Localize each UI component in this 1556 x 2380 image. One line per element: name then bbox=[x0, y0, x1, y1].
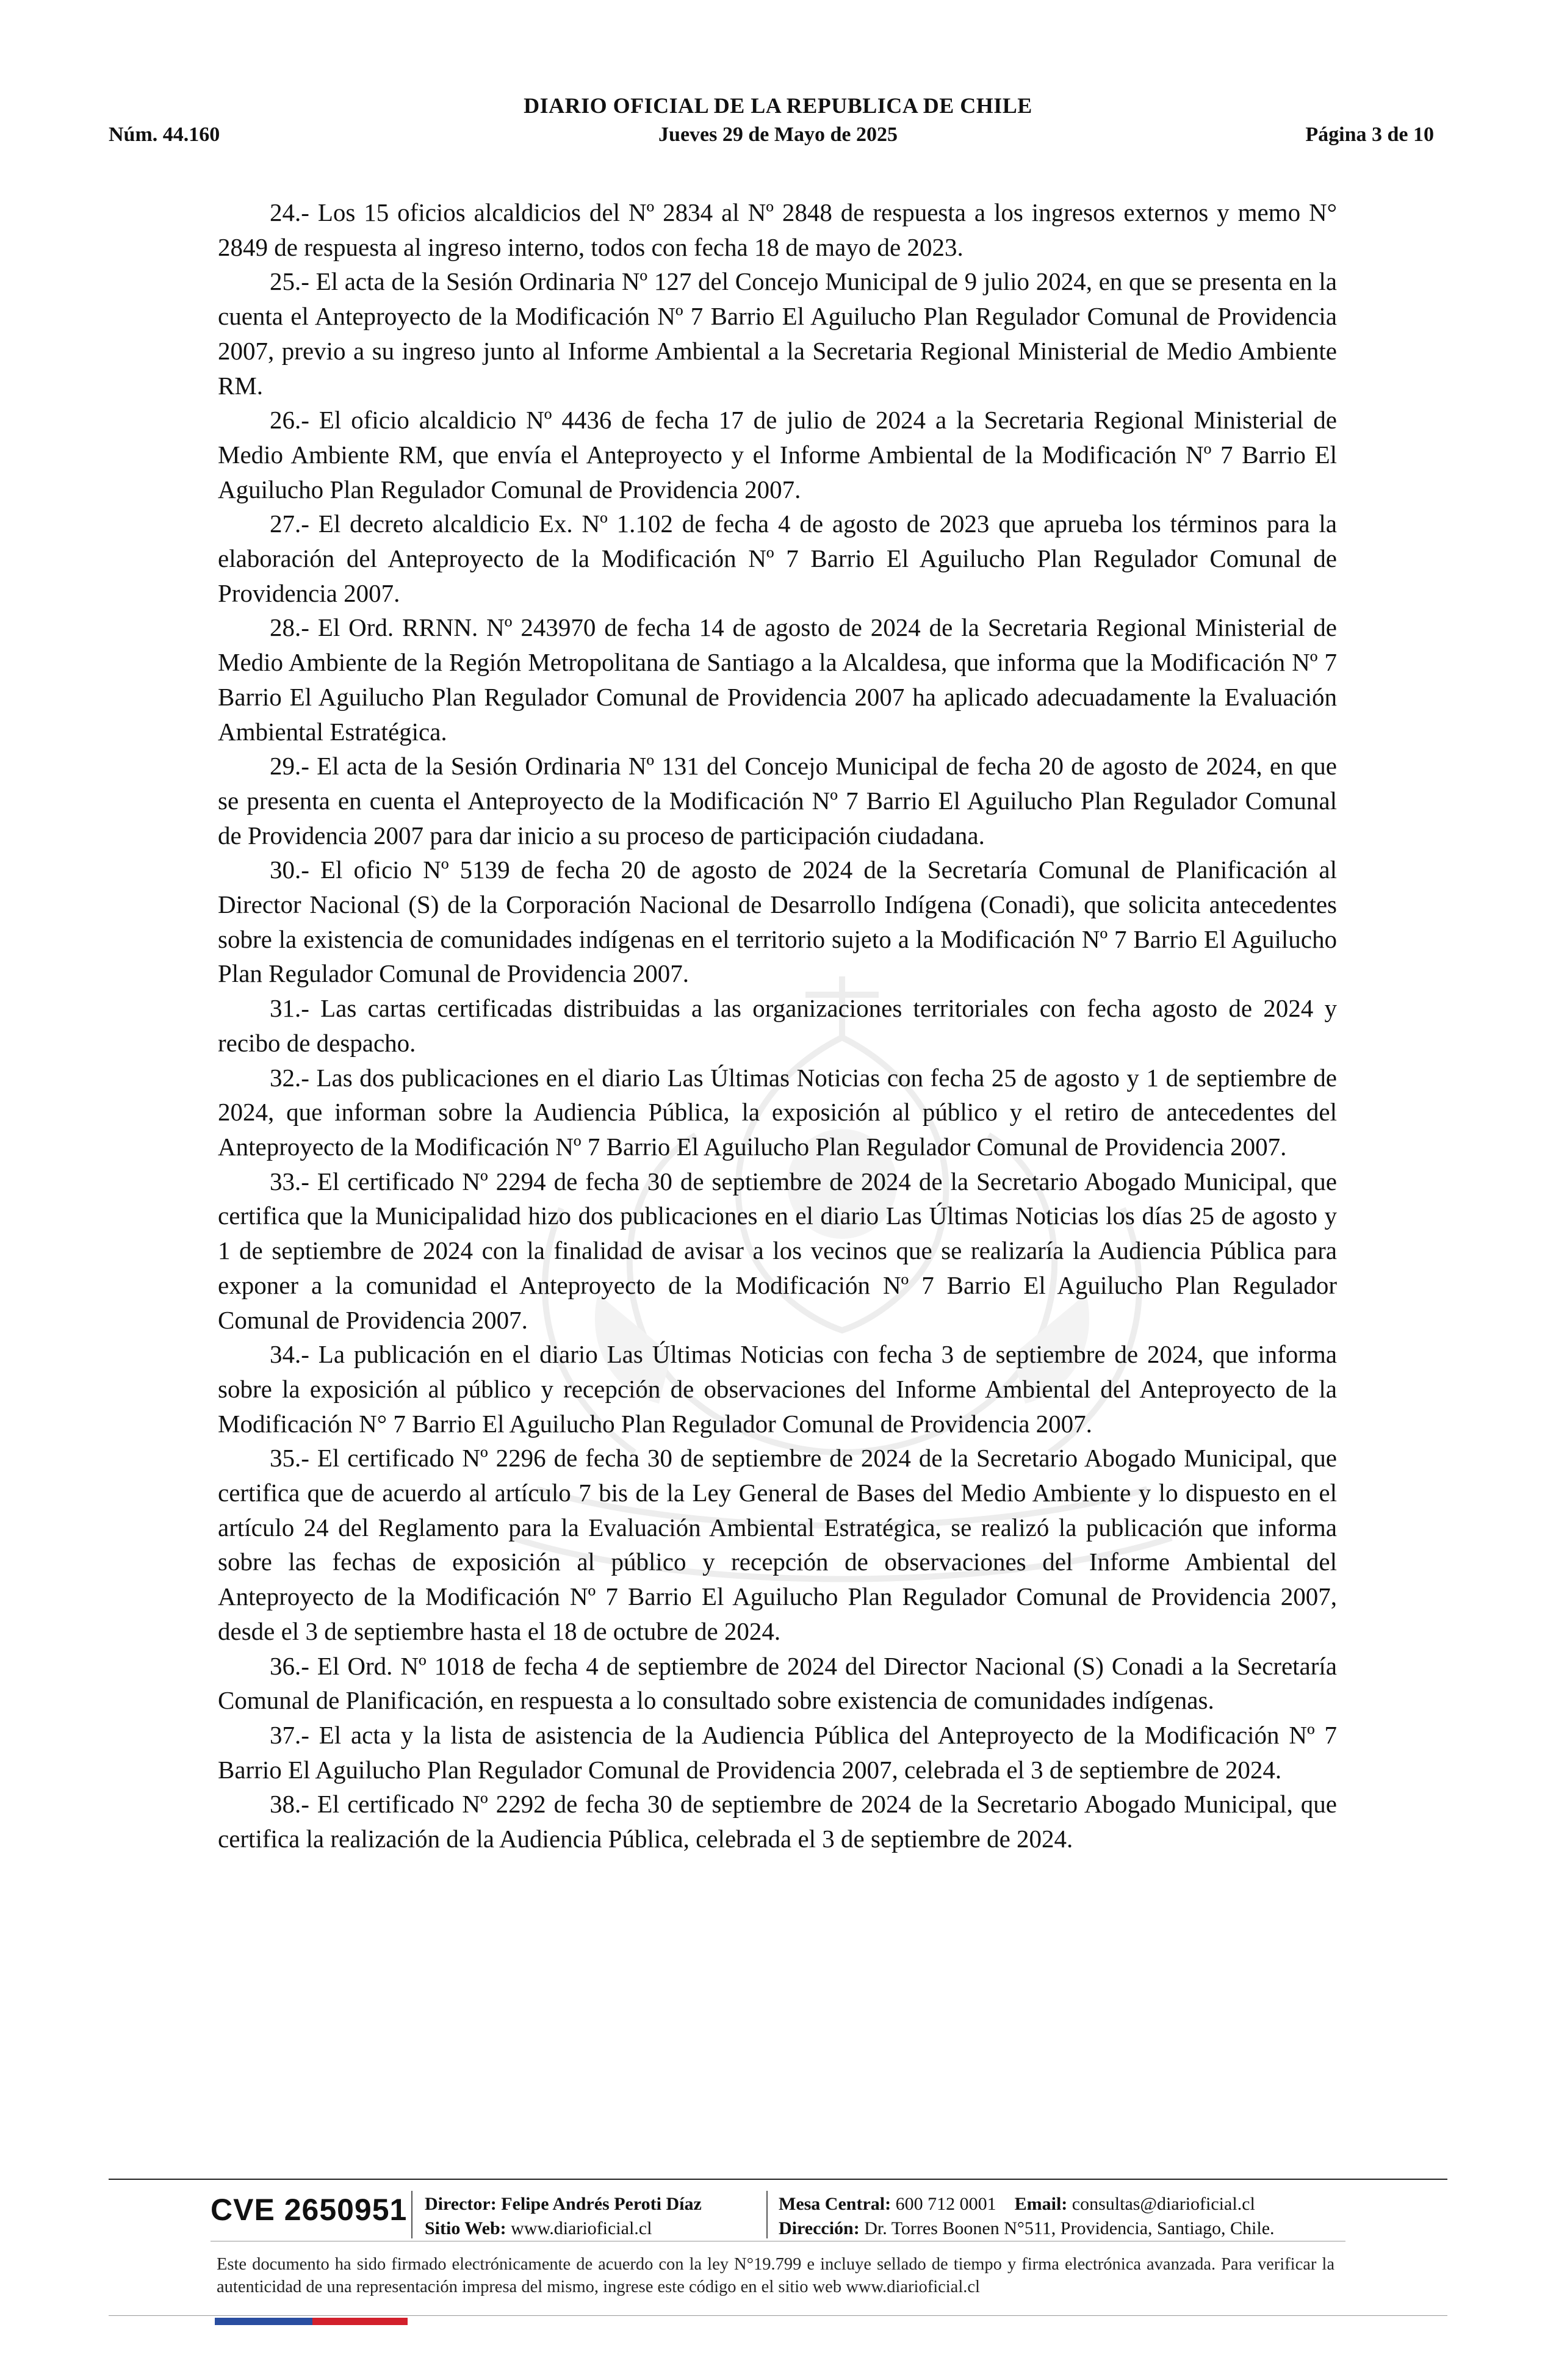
website-label: Sitio Web: bbox=[425, 2218, 506, 2238]
director-name: Felipe Andrés Peroti Díaz bbox=[501, 2194, 702, 2214]
paragraph-38: 38.- El certificado Nº 2292 de fecha 30 de septiembre de 2024 de la Secretario Abogado Municipal, que certifica la realización de la Audiencia Pública, celebrada el 3 de septiembre de 2024. bbox=[218, 1790, 1337, 1853]
website-link[interactable]: www.diarioficial.cl bbox=[511, 2218, 652, 2238]
paragraph-26: 26.- El oficio alcaldicio Nº 4436 de fecha 17 de julio de 2024 a la Secretaria Regional Ministerial de Medio Ambiente RM, que envía el Anteproyecto y el Informe Ambiental de la Modificación Nº 7 Barrio El Aguilucho Plan Regulador Comunal de Providencia 2007. bbox=[218, 406, 1337, 503]
director-label: Director: bbox=[425, 2194, 497, 2214]
paragraph-32: 32.- Las dos publicaciones en el diario Las Últimas Noticias con fecha 25 de agosto y 1 de septiembre de 2024, que informan sobre la Audiencia Pública, la exposición al público y el retiro de antecedentes del Anteproyecto de la Modificación Nº 7 Barrio El Aguilucho Plan Regulador Comunal de Providencia 2007. bbox=[218, 1063, 1337, 1161]
paragraph-34: 34.- La publicación en el diario Las Últimas Noticias con fecha 3 de septiembre de 2024, que informa sobre la exposición al público y recepción de observaciones del Informe Ambiental del Anteproyecto de la Modificación N° 7 Barrio El Aguilucho Plan Regulador Comunal de Providencia 2007. bbox=[218, 1340, 1337, 1438]
paragraph-25: 25.- El acta de la Sesión Ordinaria Nº 127 del Concejo Municipal de 9 julio 2024, en que se presenta en la cuenta el Anteproyecto de la Modificación Nº 7 Barrio El Aguilucho Plan Regulador Comunal de Providencia 2007, previo a su ingreso junto al Informe Ambiental a la Secretaria Regional Ministerial de Medio Ambiente RM. bbox=[218, 267, 1337, 400]
email-label: Email: bbox=[1014, 2194, 1068, 2214]
address-label: Dirección: bbox=[779, 2218, 860, 2238]
flag-blue-segment bbox=[215, 2318, 312, 2325]
phone-label: Mesa Central: bbox=[779, 2194, 891, 2214]
issue-number: Núm. 44.160 bbox=[109, 123, 220, 146]
paragraph-37: 37.- El acta y la lista de asistencia de la Audiencia Pública del Anteproyecto de la Modificación Nº 7 Barrio El Aguilucho Plan Regulador Comunal de Providencia 2007, celebrada el 3 de septiembre de 2024. bbox=[218, 1720, 1337, 1784]
paragraph-31: 31.- Las cartas certificadas distribuidas a las organizaciones territoriales con fecha agosto de 2024 y recibo de despacho. bbox=[218, 994, 1337, 1057]
footer-separator bbox=[411, 2191, 412, 2238]
paragraph-33: 33.- El certificado Nº 2294 de fecha 30 de septiembre de 2024 de la Secretario Abogado Municipal, que certifica que la Municipalidad hizo dos publicaciones en el diario Las Últimas Noticias los días 25 de agosto y 1 de septiembre de 2024 con la finalidad de avisar a los vecinos que se realizaría la Audiencia Pública para exponer a la comunidad el Anteproyecto de la Modificación Nº 7 Barrio El Aguilucho Plan Regulador Comunal de Providencia 2007. bbox=[218, 1167, 1337, 1334]
paragraph-36: 36.- El Ord. Nº 1018 de fecha 4 de septiembre de 2024 del Director Nacional (S) Conadi a la Secretaría Comunal de Planificación, en respuesta a lo consultado sobre existencia de comunidades indígenas. bbox=[218, 1651, 1337, 1715]
page-indicator: Página 3 de 10 bbox=[1305, 123, 1434, 146]
newspaper-title: DIARIO OFICIAL DE LA REPUBLICA DE CHILE bbox=[524, 93, 1032, 118]
footer-divider bbox=[109, 2315, 1447, 2316]
flag-stripe bbox=[215, 2318, 408, 2325]
cve-code: CVE 2650951 bbox=[211, 2193, 408, 2227]
paragraph-30: 30.- El oficio Nº 5139 de fecha 20 de agosto de 2024 de la Secretaría Comunal de Planificación al Director Nacional (S) de la Corporación Nacional de Desarrollo Indígena (Conadi), que solicita antecedentes sobre la existencia de comunidades indígenas en el territorio sujeto a la Modificación Nº 7 Barrio El Aguilucho Plan Regulador Comunal de Providencia 2007. bbox=[218, 856, 1337, 988]
footer-divider bbox=[109, 2179, 1447, 2180]
paragraph-35: 35.- El certificado Nº 2296 de fecha 30 de septiembre de 2024 de la Secretario Abogado Municipal, que certifica que de acuerdo al artículo 7 bis de la Ley General de Bases del Medio Ambiente y lo dispuesto en el artículo 24 del Reglamento para la Evaluación Ambiental Estratégica, se realizó la publicación que informa sobre las fechas de exposición al público y recepción de observaciones del Informe Ambiental del Anteproyecto de la Modificación Nº 7 Barrio El Aguilucho Plan Regulador Comunal de Providencia 2007, desde el 3 de septiembre hasta el 18 de octubre de 2024. bbox=[218, 1444, 1337, 1645]
paragraph-24: 24.- Los 15 oficios alcaldicios del Nº 2834 al Nº 2848 de respuesta a los ingresos externos y memo N° 2849 de respuesta al ingreso interno, todos con fecha 18 de mayo de 2023. bbox=[218, 198, 1337, 261]
document-body bbox=[218, 195, 1337, 1856]
footer-contact-left bbox=[425, 2192, 702, 2241]
paragraph-28: 28.- El Ord. RRNN. Nº 243970 de fecha 14 de agosto de 2024 de la Secretaria Regional Ministerial de Medio Ambiente de la Región Metropolitana de Santiago a la Alcaldesa, que informa que la Modificación Nº 7 Barrio El Aguilucho Plan Regulador Comunal de Providencia 2007 ha aplicado adecuadamente la Evaluación Ambiental Estratégica. bbox=[218, 613, 1337, 746]
signature-notice: Este documento ha sido firmado electrónicamente de acuerdo con la ley N°19.799 e incluye sellado de tiempo y firma electrónica avanzada. Para verificar la autenticidad de una representación impresa del mismo, ingrese este código en el sitio web www.diarioficial.cl bbox=[217, 2255, 1334, 2296]
phone-number: 600 712 0001 bbox=[895, 2194, 996, 2214]
address-value: Dr. Torres Boonen N°511, Providencia, Santiago, Chile. bbox=[864, 2218, 1275, 2238]
email-link[interactable]: consultas@diarioficial.cl bbox=[1072, 2194, 1255, 2214]
footer-contact-right bbox=[779, 2192, 1275, 2241]
flag-red-segment bbox=[312, 2318, 408, 2325]
footer-separator bbox=[766, 2191, 768, 2238]
issue-date: Jueves 29 de Mayo de 2025 bbox=[658, 123, 898, 146]
paragraph-27: 27.- El decreto alcaldicio Ex. Nº 1.102 de fecha 4 de agosto de 2023 que aprueba los términos para la elaboración del Anteproyecto de la Modificación Nº 7 Barrio El Aguilucho Plan Regulador Comunal de Providencia 2007. bbox=[218, 510, 1337, 607]
paragraph-29: 29.- El acta de la Sesión Ordinaria Nº 131 del Concejo Municipal de fecha 20 de agosto de 2024, en que se presenta en cuenta el Anteproyecto de la Modificación Nº 7 Barrio El Aguilucho Plan Regulador Comunal de Providencia 2007 para dar inicio a su proceso de participación ciudadana. bbox=[218, 752, 1337, 849]
